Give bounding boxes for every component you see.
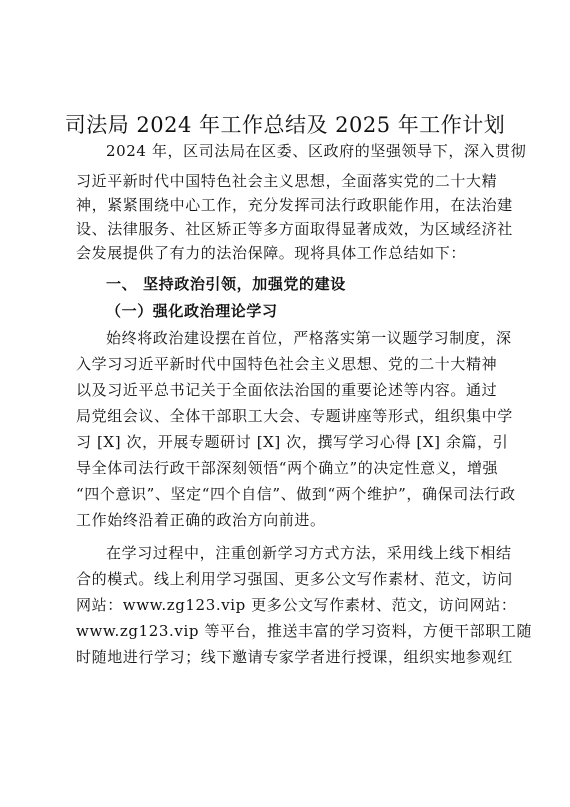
paragraph-line: 始终将政治建设摆在首位，严格落实第一议题学习制度，深 xyxy=(106,329,512,347)
paragraph-line: 时随地进行学习；线下邀请专家学者进行授课，组织实地参观红 xyxy=(76,648,513,666)
paragraph-line: “四个意识”、坚定“四个自信”、做到“两个维护”，确保司法行政 xyxy=(76,485,516,503)
subsection-heading: （一）强化政治理论学习 xyxy=(106,302,278,320)
paragraph-line: 在学习过程中，注重创新学习方式方法，采用线上线下相结 xyxy=(106,544,512,562)
paragraph-line: 会发展提供了有力的法治保障。现将具体工作总结如下： xyxy=(76,244,467,262)
document-title: 司法局 2024 年工作总结及 2025 年工作计划 xyxy=(64,113,506,137)
paragraph-line: 入学习习近平新时代中国特色社会主义思想、党的二十大精神 xyxy=(76,355,498,373)
paragraph-line: 工作始终沿着正确的政治方向前进。 xyxy=(76,511,326,529)
paragraph-line: 导全体司法行政干部深刻领悟“两个确立”的决定性意义，增强 xyxy=(76,459,499,477)
paragraph-line: 习近平新时代中国特色社会主义思想，全面落实党的二十大精 xyxy=(76,172,498,190)
paragraph-line: 局党组会议、全体干部职工大会、专题讲座等形式，组织集中学 xyxy=(76,407,513,425)
paragraph-line: 神，紧紧围绕中心工作，充分发挥司法行政职能作用，在法治建 xyxy=(76,196,513,214)
paragraph-line: 以及习近平总书记关于全面依法治国的重要论述等内容。通过 xyxy=(76,381,498,399)
paragraph-line: 网站：www.zg123.vip 更多公文写作素材、范文，访问网站： xyxy=(76,596,517,614)
section-heading: 一、 坚持政治引领，加强党的建设 xyxy=(106,275,346,293)
paragraph-line: 设、法律服务、社区矫正等多方面取得显著成效，为区域经济社 xyxy=(76,220,513,238)
paragraph-line: 2024 年，区司法局在区委、区政府的坚强领导下，深入贯彻 xyxy=(106,142,527,160)
paragraph-line: 习 [X] 次，开展专题研讨 [X] 次，撰写学习心得 [X] 余篇，引 xyxy=(76,433,509,451)
paragraph-line: 合的模式。线上利用学习强国、更多公文写作素材、范文，访问 xyxy=(76,570,513,588)
paragraph-line: www.zg123.vip 等平台，推送丰富的学习资料，方便干部职工随 xyxy=(76,622,533,640)
